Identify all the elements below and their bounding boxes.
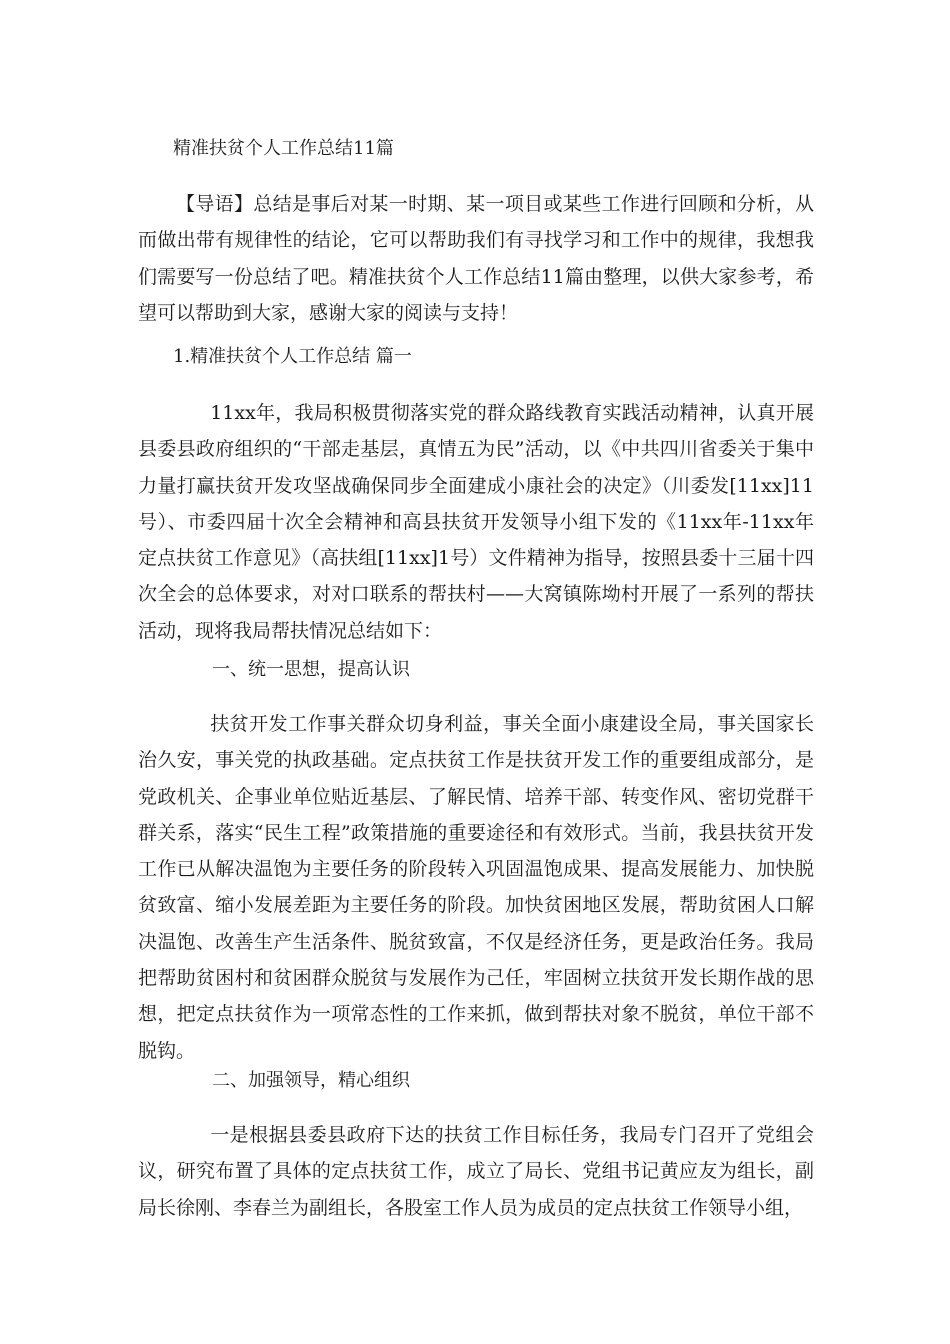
section-heading-1: 一、统一思想，提高认识 (212, 659, 410, 680)
paragraph-text: 扶贫开发工作事关群众切身利益，事关全面小康建设全局，事关国家长治久安，事关党的执政基础。定点扶贫工作是扶贫开发工作的重要组成部分，是党政机关、企事业单位贴近基层、了解民情、培养干部、转变作风、密切党群干群关系，落实“民生工程”政策措施的重要途径和有效形式。当前，我县扶贫开发工作已从解决温饱为主要任务的阶段转入巩固温饱成果、提高发展能力、加快脱贫致富、缩小发展差距为主要任务的阶段。加快贫困地区发展，帮助贫困人口解决温饱、改善生产生活条件、脱贫致富，不仅是经济任务，更是政治任务。我局把帮助贫困村和贫困群众脱贫与发展作为己任，牢固树立扶贫开发长期作战的思想，把定点扶贫作为一项常态性的工作来抓，做到帮扶对象不脱贫，单位干部不脱钩。 (138, 713, 814, 1062)
body-paragraph-3 (138, 1117, 814, 1226)
paragraph-text: 一是根据县委县政府下达的扶贫工作目标任务，我局专门召开了党组会议，研究布置了具体的定点扶贫工作，成立了局长、党组书记黄应友为组长，副局长徐刚、李春兰为副组长，各股室工作人员为成员的定点扶贫工作领导小组， (138, 1124, 814, 1219)
section-heading-2: 二、加强领导，精心组织 (212, 1070, 410, 1091)
paragraph-text: 11xx年，我局积极贯彻落实党的群众路线教育实践活动精神，认真开展县委县政府组织的“干部走基层，真情五为民”活动，以《中共四川省委关于集中力量打赢扶贫开发攻坚战确保同步全面建成小康社会的决定》（川委发[11xx]11号）、市委四届十次全会精神和高县扶贫开发领导小组下发的《11xx年-11xx年定点扶贫工作意见》（高扶组[11xx]1号）文件精神为指导，按照县委十三届十四次全会的总体要求，对对口联系的帮扶村——大窝镇陈坳村开展了一系列的帮扶活动，现将我局帮扶情况总结如下： (138, 402, 814, 642)
body-paragraph-1 (138, 395, 814, 649)
intro-paragraph (138, 186, 814, 331)
intro-text: 【导语】总结是事后对某一时期、某一项目或某些工作进行回顾和分析，从而做出带有规律性的结论，它可以帮助我们有寻找学习和工作中的规律，我想我们需要写一份总结了吧。精准扶贫个人工作总结11篇由整理，以供大家参考，希望可以帮助到大家，感谢大家的阅读与支持！ (138, 193, 814, 324)
body-paragraph-2 (138, 706, 814, 1069)
section-title-1: 1.精准扶贫个人工作总结 篇一 (173, 346, 412, 367)
document-title: 精准扶贫个人工作总结11篇 (173, 138, 394, 159)
